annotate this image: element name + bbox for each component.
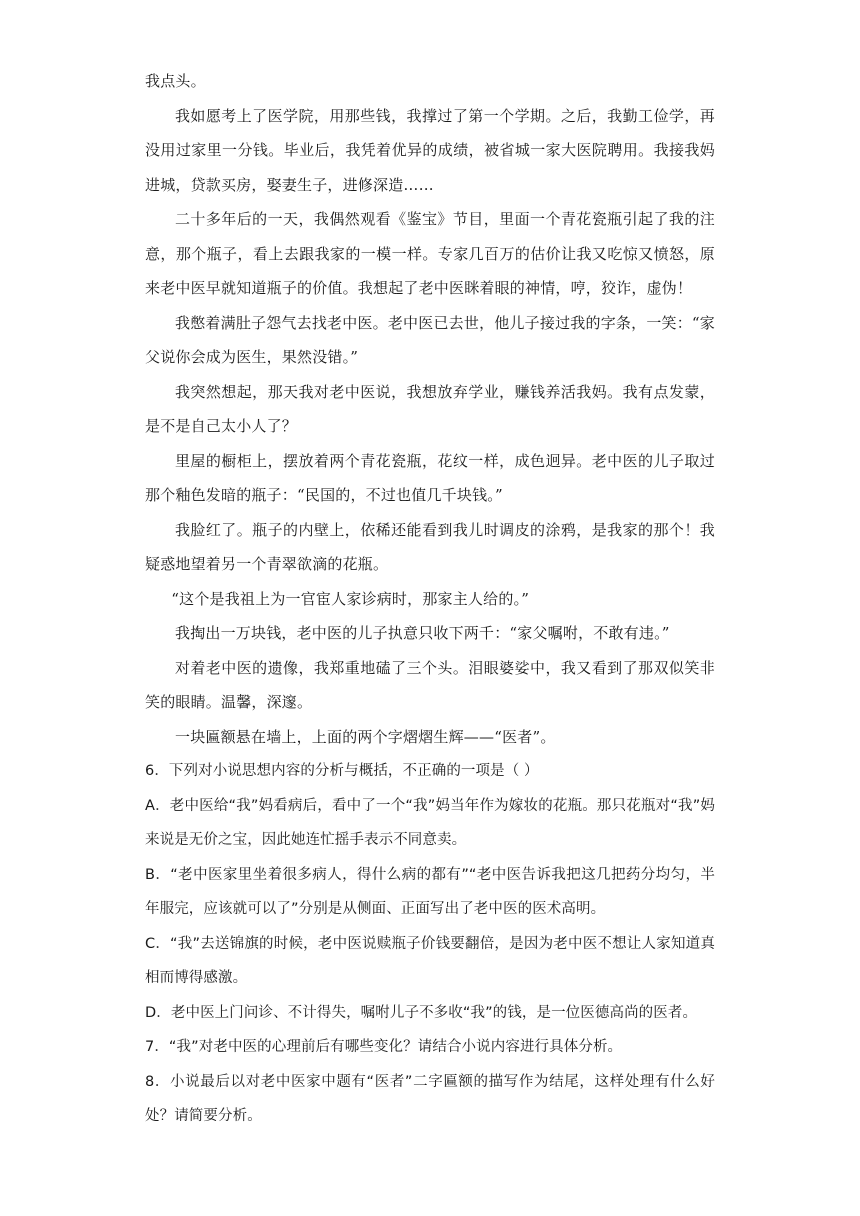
question-stem: 6．下列对小说思想内容的分析与概括，不正确的一项是（ ）	[145, 763, 539, 779]
story-paragraph: 我如愿考上了医学院，用那些钱，我撑过了第一个学期。之后，我勤工俭学，再没用过家里一分钱。毕业后，我凭着优异的成绩，被省城一家大医院聘用。我接我妈进城，贷款买房，娶妻生子，进修深造……	[145, 106, 715, 194]
story-paragraph: 我憋着满肚子怨气去找老中医。老中医已去世，他儿子接过我的字条，一笑：“家父说你会成为医生，果然没错。”	[145, 313, 715, 366]
question-8: 8．小说最后以对老中医家中题有“医者”二字匾额的描写作为结尾，这样处理有什么好处？请简要分析。	[145, 1073, 715, 1124]
questions-section	[145, 754, 715, 1134]
story-paragraph: “这个是我祖上为一官宦人家诊病时，那家主人给的。”	[171, 589, 530, 608]
question-6	[145, 754, 715, 1030]
story-paragraph: 一块匾额悬在墙上，上面的两个字熠熠生辉——“医者”。	[175, 727, 556, 746]
story-text	[145, 64, 715, 754]
option-d: D．老中医上门问诊、不计得失，嘱咐儿子不多收“我”的钱，是一位医德高尚的医者。	[145, 1004, 698, 1021]
story-paragraph: 我掏出一万块钱，老中医的儿子执意只收下两千：“家父嘱咐，不敢有违。”	[175, 624, 670, 642]
option-a: A．老中医给“我”妈看病后，看中了一个“我”妈当年作为嫁妆的花瓶。那只花瓶对“我”妈来说是无价之宝，因此她连忙摇手表示不同意卖。	[145, 797, 715, 848]
document-page	[145, 64, 715, 1134]
option-c: C．“我”去送锦旗的时候，老中医说赎瓶子价钱要翻倍，是因为老中医不想让人家知道真相而博得感激。	[145, 935, 715, 986]
story-paragraph: 对着老中医的遗像，我郑重地磕了三个头。泪眼婆娑中，我又看到了那双似笑非笑的眼睛。温馨，深邃。	[145, 658, 715, 711]
option-b: B．“老中医家里坐着很多病人，得什么病的都有”“老中医告诉我把这几把药分均匀，半年服完，应该就可以了”分别是从侧面、正面写出了老中医的医术高明。	[145, 866, 715, 917]
story-paragraph: 我点头。	[145, 72, 206, 90]
question-7: 7．“我”对老中医的心理前后有哪些变化？请结合小说内容进行具体分析。	[145, 1039, 623, 1055]
story-paragraph: 里屋的橱柜上，摆放着两个青花瓷瓶，花纹一样，成色迥异。老中医的儿子取过那个釉色发暗的瓶子：“民国的，不过也值几千块钱。”	[145, 451, 715, 504]
story-paragraph: 二十多年后的一天，我偶然观看《鉴宝》节目，里面一个青花瓷瓶引起了我的注意，那个瓶子，看上去跟我家的一模一样。专家几百万的估价让我又吃惊又愤怒，原来老中医早就知道瓶子的价值。我想起了老中医眯着眼的神情，哼，狡诈，虚伪！	[145, 210, 715, 297]
story-paragraph: 我脸红了。瓶子的内壁上，依稀还能看到我儿时调皮的涂鸦，是我家的那个！我疑惑地望着另一个青翠欲滴的花瓶。	[145, 520, 715, 573]
story-paragraph: 我突然想起，那天我对老中医说，我想放弃学业，赚钱养活我妈。我有点发蒙，是不是自己太小人了？	[145, 382, 715, 435]
